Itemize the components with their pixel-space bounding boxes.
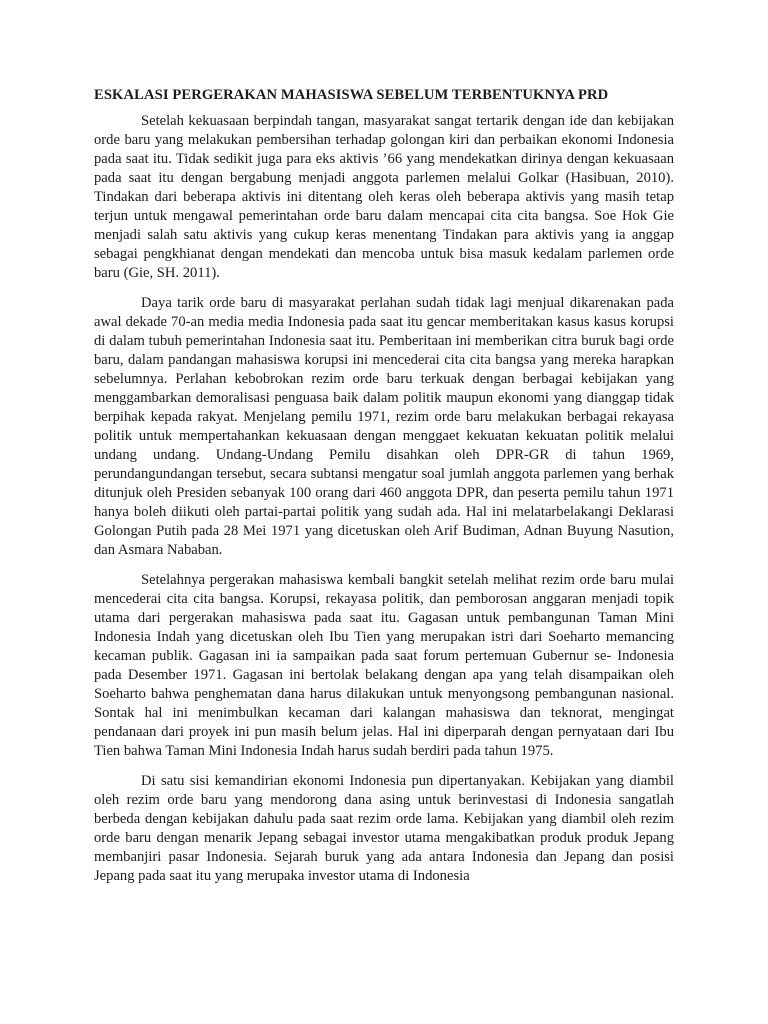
document-body (94, 86, 674, 897)
paragraph-3: Setelahnya pergerakan mahasiswa kembali bangkit setelah melihat rezim orde baru mulai mencederai cita cita bangsa. Korupsi, rekayasa politik, dan pemborosan anggaran menjadi topik utama dari pergerakan mahasiswa pada saat itu. Gagasan untuk pembangunan Taman Mini Indonesia Indah yang dicetuskan oleh Ibu Tien yang merupakan istri dari Soeharto memancing kecaman publik. Gagasan ini ia sampaikan pada saat forum pertemuan Gubernur se- Indonesia pada Desember 1971. Gagasan ini bertolak belakang dengan apa yang telah disampaikan oleh Soeharto bahwa penghematan dana harus dilakukan untuk menyongsong pembangunan nasional. Sontak hal ini menimbulkan kecaman dari kalangan mahasiswa dan teknorat, mengingat pendanaan dari proyek ini pun masih belum jelas. Hal ini diperparah dengan pernyataan dari Ibu Tien bahwa Taman Mini Indonesia Indah harus sudah berdiri pada tahun 1975. (94, 572, 674, 759)
paragraph-4: Di satu sisi kemandirian ekonomi Indonesia pun dipertanyakan. Kebijakan yang diambil oleh rezim orde baru yang mendorong dana asing untuk berinvestasi di Indonesia sangatlah berbeda dengan kebijakan dahulu pada saat rezim orde lama. Kebijakan yang diambil oleh rezim orde baru dengan menarik Jepang sebagai investor utama mengakibatkan produk produk Jepang membanjiri pasar Indonesia. Sejarah buruk yang ada antara Indonesia dan Jepang dan posisi Jepang pada saat itu yang merupaka investor utama di Indonesia (94, 773, 674, 884)
paragraph-2: Daya tarik orde baru di masyarakat perlahan sudah tidak lagi menjual dikarenakan pada awal dekade 70-an media media Indonesia pada saat itu gencar memberitakan kasus kasus korupsi di dalam tubuh pemerintahan Indonesia saat itu. Pemberitaan ini memberikan citra buruk bagi orde baru, dalam pandangan mahasiswa korupsi ini mencederai cita cita bangsa yang mereka harapkan sebelumnya. Perlahan kebobrokan rezim orde baru terkuak dengan berbagai kebijakan yang menggambarkan demoralisasi penguasa baik dalam politik maupun ekonomi yang dianggap tidak berpihak kepada rakyat. Menjelang pemilu 1971, rezim orde baru melakukan berbagai rekayasa politik untuk mempertahankan kekuasaan dengan menggaet kekuatan kekuatan politik melalui undang undang. Undang-Undang Pemilu disahkan oleh DPR-GR di tahun 1969, perundangundangan tersebut, secara subtansi mengatur soal jumlah anggota parlemen yang berhak ditunjuk oleh Presiden sebanyak 100 orang dari 460 anggota DPR, dan peserta pemilu tahun 1971 hanya boleh diikuti oleh partai-partai politik yang sudah ada. Hal ini melatarbelakangi Deklarasi Golongan Putih pada 28 Mei 1971 yang dicetuskan oleh Arif Budiman, Adnan Buyung Nasution, dan Asmara Nababan. (94, 295, 674, 558)
document-title: ESKALASI PERGERAKAN MAHASISWA SEBELUM TERBENTUKNYA PRD (94, 87, 609, 103)
paragraph-1: Setelah kekuasaan berpindah tangan, masyarakat sangat tertarik dengan ide dan kebijakan orde baru yang melakukan pembersihan terhadap golongan kiri dan perbaikan ekonomi Indonesia pada saat itu. Tidak sedikit juga para eks aktivis ’66 yang mendekatkan dirinya dengan kekuasaan pada saat itu dengan bergabung menjadi anggota parlemen melalui Golkar (Hasibuan, 2010). Tindakan dari beberapa aktivis ini ditentang oleh keras oleh beberapa aktivis yang masih tetap terjun untuk mengawal pemerintahan orde baru dalam mencapai cita cita bangsa. Soe Hok Gie menjadi salah satu aktivis yang cukup keras menentang Tindakan para aktivis yang ia anggap sebagai pengkhianat dengan mendekati dan mencoba untuk bisa masuk kedalam parlemen orde baru (Gie, SH. 2011). (94, 113, 674, 281)
